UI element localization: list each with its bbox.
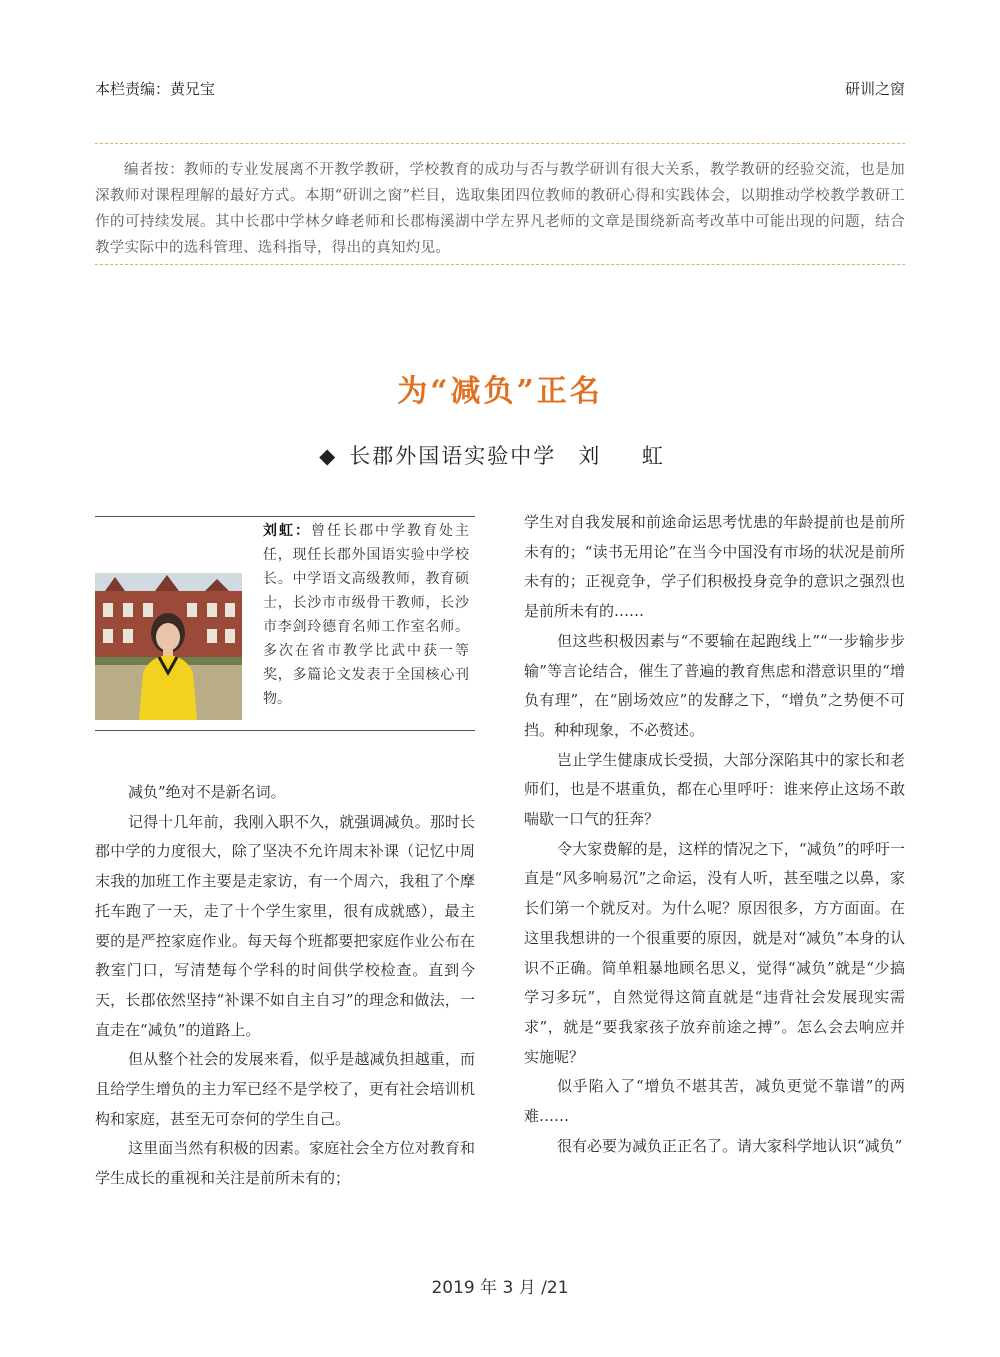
paragraph: 记得十几年前，我刚入职不久，就强调减负。那时长郡中学的力度很大，除了坚决不允许周末补课（记忆中周末我的加班工作主要是走家访，有一个周六，我租了个摩托车跑了一天，走了十个学生家里，很有成就感），最主要的是严控家庭作业。每天每个班都要把家庭作业公布在教室门口，写清楚每个学科的时间供学校检查。直到今天，长郡依然坚持“补课不如自主自习”的理念和做法，一直走在“减负”的道路上。 — [95, 812, 475, 1039]
byline-author: 刘 虹 — [578, 444, 681, 468]
paragraph: 这里面当然有积极的因素。家庭社会全方位对教育和学生成长的重视和关注是前所未有的； — [95, 1139, 475, 1188]
section-name: 研训之窗 — [844, 80, 905, 98]
diamond-icon: ◆ — [319, 444, 338, 468]
author-photo — [95, 573, 242, 720]
bio-name: 刘虹： — [263, 523, 311, 539]
paragraph: 学生对自我发展和前途命运思考忧患的年龄提前也是前所未有的；“读书无用论”在当今中国没有市场的状况是前所未有的；正视竞争，学子们积极投身竞争的意识之强烈也是前所未有的…… — [524, 513, 905, 621]
editor-note: 编者按：教师的专业发展离不开教学教研，学校教育的成功与否与教学研训有很大关系，教学教研的经验交流，也是加深教师对课程理解的最好方式。本期“研训之窗”栏目，选取集团四位教师的教研心得和实践体会，以期推动学校教学教研工作的可持续发展。其中长郡中学林夕峰老师和长郡梅溪湖中学左界凡老师的文章是围绕新高考改革中可能出现的问题，结合教学实际中的选科管理、选科指导，得出的真知灼见。 — [95, 162, 905, 256]
top-divider — [95, 143, 905, 144]
left-column — [95, 778, 475, 1194]
paragraph: 令大家费解的是，这样的情况之下，“减负”的呼吁一直是“风多响易沉”之命运，没有人听，甚至嗤之以鼻，家长们第一个就反对。为什么呢？原因很多，方方面面。在这里我想讲的一个很重要的原因，就是对“减负”本身的认识不正确。简单粗暴地顾名思义，觉得“减负”就是“少搞学习多玩”，自然觉得这简直就是“违背社会发展现实需求”，就是“要我家孩子放弃前途之搏”。怎么会去响应并实施呢？ — [524, 839, 905, 1066]
author-bio — [263, 519, 469, 711]
paragraph: 但这些积极因素与“不要输在起跑线上”“一步输步步输”等言论结合，催生了普遍的教育焦虑和潜意识里的“增负有理”，在“剧场效应”的发酵之下，“增负”之势便不可挡。种种现象，不必赘述。 — [524, 631, 905, 739]
paragraph: 但从整个社会的发展来看，似乎是越减负担越重，而且给学生增负的主力军已经不是学校了，更有社会培训机构和家庭，甚至无可奈何的学生自己。 — [95, 1050, 475, 1128]
bio-text: 曾任长郡中学教育处主任，现任长郡外国语实验中学校长。中学语文高级教师，教育硕士，长沙市市级骨干教师，长沙市李剑玲德育名师工作室名师。多次在省市教学比武中获一等奖，多篇论文发表于全国核心刊物。 — [263, 523, 469, 707]
author-bio-box — [95, 516, 475, 731]
column-editor: 本栏责编：黄兄宝 — [95, 80, 216, 98]
byline — [0, 440, 1000, 470]
paragraph: 很有必要为减负正正名了。请大家科学地认识“减负” — [557, 1136, 903, 1155]
bottom-divider — [95, 264, 905, 265]
article-title: 为“减负”正名 — [397, 374, 603, 409]
paragraph: 似乎陷入了“增负不堪其苦，减负更觉不靠谱”的两难…… — [524, 1077, 905, 1126]
paragraph: 减负”绝对不是新名词。 — [128, 783, 286, 801]
paragraph: 岂止学生健康成长受损，大部分深陷其中的家长和老师们，也是不堪重负，都在心里呼吁：谁来停止这场不敢喘歇一口气的狂奔？ — [524, 750, 905, 829]
byline-school: 长郡外国语实验中学 — [349, 444, 557, 468]
right-column — [524, 508, 905, 1161]
page-number: 2019 年 3 月 /21 — [431, 1278, 569, 1298]
